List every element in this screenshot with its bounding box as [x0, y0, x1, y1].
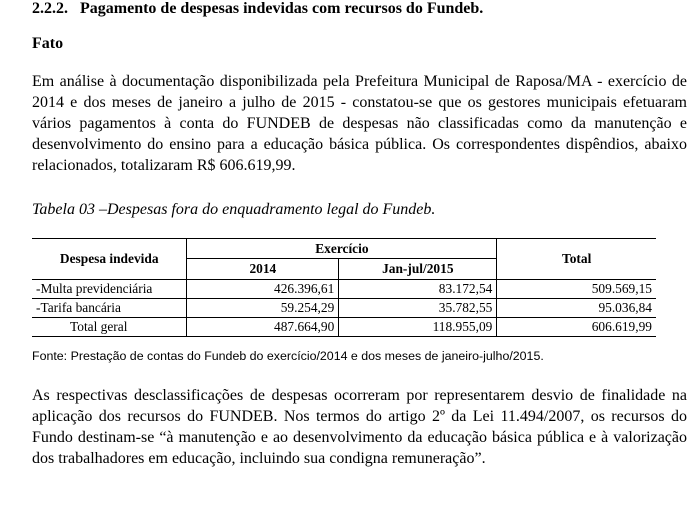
- header-total: Total: [497, 239, 656, 280]
- section-heading: [32, 0, 483, 18]
- row-label: -Multa previdenciária: [36, 281, 153, 296]
- table-row: [32, 299, 656, 318]
- header-exercicio: Exercício: [187, 239, 497, 259]
- table-header-row: [32, 239, 656, 259]
- expenses-table: [32, 238, 656, 337]
- fato-heading: Fato: [32, 35, 64, 52]
- total-label: Total geral: [32, 318, 187, 337]
- table-caption: Tabela 03 –Despesas fora do enquadramento legal do Fundeb.: [32, 201, 436, 218]
- total-2014: 487.664,90: [187, 318, 339, 337]
- fato-paragraph: Em análise à documentação disponibilizada pela Prefeitura Municipal de Raposa/MA - exercício de 2014 e dos meses de janeiro a julho de 2015 - constatou-se que os gestores municipais efetuaram vários pagamentos à conta do FUNDEB de despesas não classificadas como da manutenção e desenvolvimento do ensino para a educação básica pública. Os correspondentes dispêndios, abaixo relacionados, totalizaram R$ 606.619,99.: [32, 73, 687, 174]
- row-total: 509.569,15: [497, 280, 656, 299]
- row-total: 95.036,84: [497, 299, 656, 318]
- section-number: 2.2.2.: [32, 0, 68, 17]
- row-label: -Tarifa bancária: [32, 299, 187, 318]
- row-jan-jul: 83.172,54: [339, 280, 497, 299]
- section-title: Pagamento de despesas indevidas com recursos do Fundeb.: [80, 0, 484, 17]
- row-2014: 59.254,29: [187, 299, 339, 318]
- header-jan-jul: Jan-jul/2015: [339, 259, 497, 280]
- table-source: Fonte: Prestação de contas do Fundeb do exercício/2014 e dos meses de janeiro-julho/2015.: [32, 349, 544, 363]
- table-row: [32, 280, 656, 299]
- header-2014: 2014: [187, 259, 339, 280]
- row-jan-jul: 35.782,55: [339, 299, 497, 318]
- header-despesa: Despesa indevida: [32, 239, 187, 280]
- total-total: 606.619,99: [497, 318, 656, 337]
- total-jan-jul: 118.955,09: [339, 318, 497, 337]
- table-total-row: [32, 318, 656, 337]
- row-2014: 426.396,61: [187, 280, 339, 299]
- conclusion-paragraph: As respectivas desclassificações de despesas ocorreram por representarem desvio de finalidade na aplicação dos recursos do FUNDEB. Nos termos do artigo 2º da Lei 11.494/2007, os recursos do Fundo destinam-se “à manutenção e ao desenvolvimento da educação básica pública e à valorização dos trabalhadores em educação, incluindo sua condigna remuneração”.: [32, 387, 687, 467]
